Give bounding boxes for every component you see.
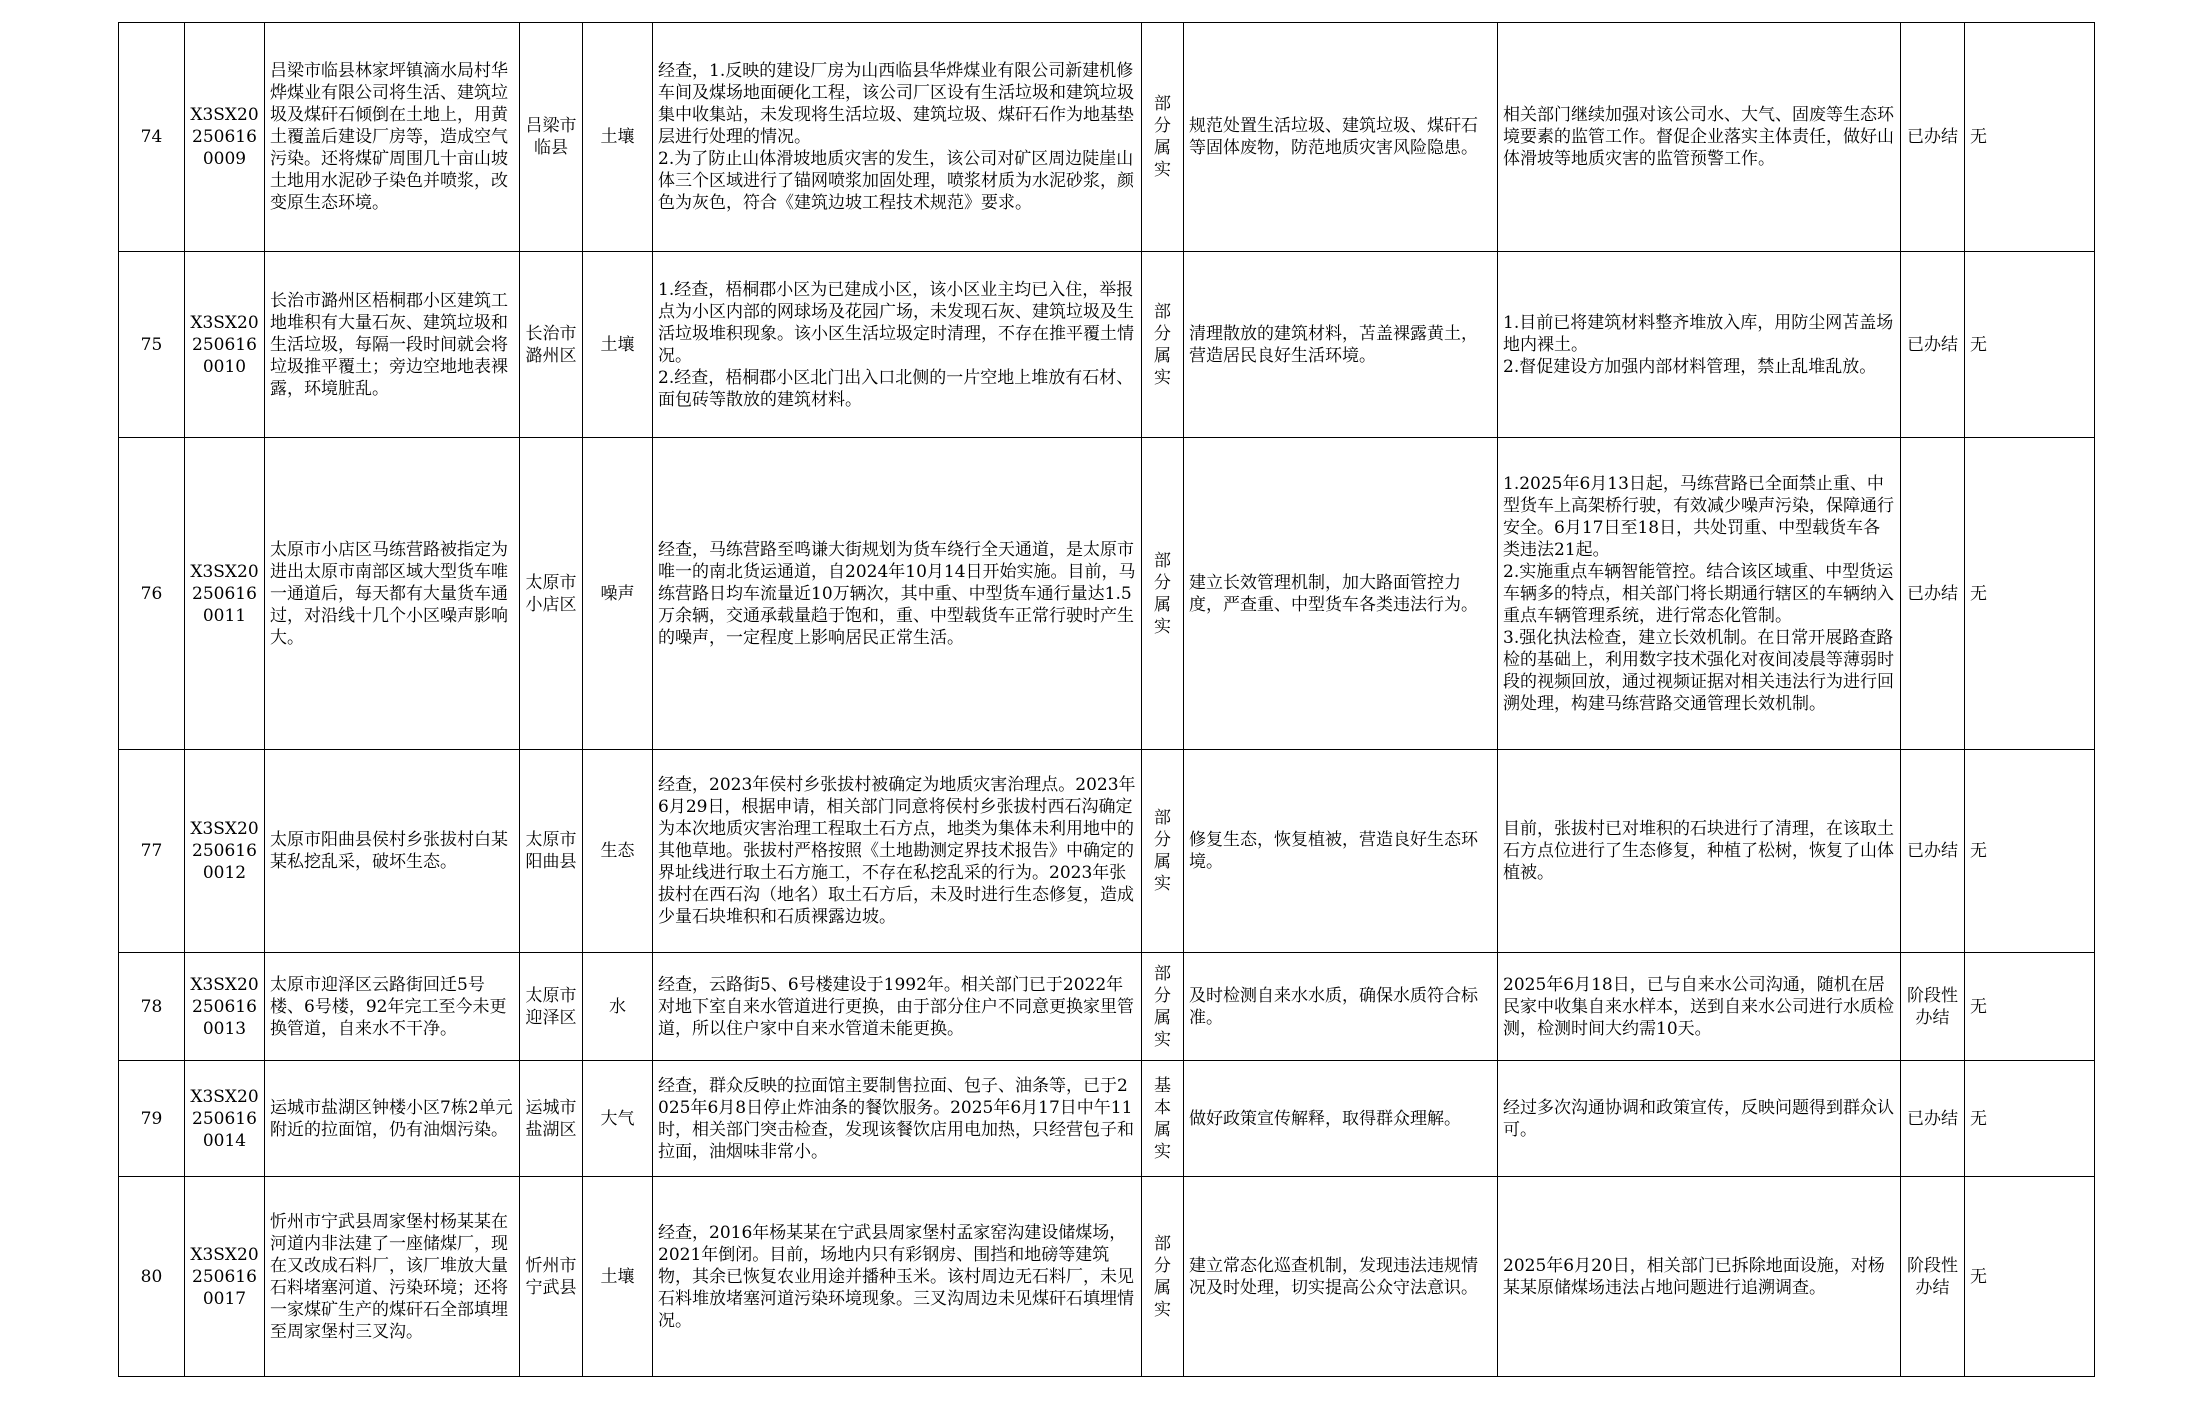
row-code: X3SX202506160012 bbox=[185, 750, 265, 953]
row-note: 无 bbox=[1965, 23, 2095, 252]
row-results: 2025年6月20日，相关部门已拆除地面设施，对杨某某原储煤场违法占地问题进行追溯调查。 bbox=[1498, 1177, 1901, 1377]
row-code: X3SX202506160009 bbox=[185, 23, 265, 252]
row-category: 土壤 bbox=[583, 23, 653, 252]
row-seq: 76 bbox=[119, 438, 185, 750]
row-status: 已办结 bbox=[1901, 438, 1965, 750]
row-note: 无 bbox=[1965, 1061, 2095, 1177]
row-measures: 清理散放的建筑材料，苫盖裸露黄土，营造居民良好生活环境。 bbox=[1184, 252, 1498, 438]
row-findings: 1.经查，梧桐郡小区为已建成小区，该小区业主均已入住，举报点为小区内部的网球场及花园广场，未发现石灰、建筑垃圾及生活垃圾堆积现象。该小区生活垃圾定时清理，不存在推平覆土情况。 2.经查，梧桐郡小区北门出入口北侧的一片空地上堆放有石材、面包砖等散放的建筑材料。 bbox=[653, 252, 1142, 438]
row-note: 无 bbox=[1965, 953, 2095, 1061]
row-complaint: 长治市潞州区梧桐郡小区建筑工地堆积有大量石灰、建筑垃圾和生活垃圾，每隔一段时间就会将垃圾推平覆土；旁边空地地表裸露，环境脏乱。 bbox=[265, 252, 520, 438]
row-note: 无 bbox=[1965, 252, 2095, 438]
row-category: 生态 bbox=[583, 750, 653, 953]
row-complaint: 太原市阳曲县侯村乡张拔村白某某私挖乱采，破坏生态。 bbox=[265, 750, 520, 953]
table-row bbox=[119, 953, 2095, 1061]
row-seq: 77 bbox=[119, 750, 185, 953]
row-category: 噪声 bbox=[583, 438, 653, 750]
row-verdict: 部分属实 bbox=[1142, 252, 1184, 438]
row-status: 阶段性办结 bbox=[1901, 1177, 1965, 1377]
row-measures: 及时检测自来水水质，确保水质符合标准。 bbox=[1184, 953, 1498, 1061]
row-verdict: 基本属实 bbox=[1142, 1061, 1184, 1177]
row-seq: 79 bbox=[119, 1061, 185, 1177]
row-status: 阶段性办结 bbox=[1901, 953, 1965, 1061]
row-code: X3SX202506160013 bbox=[185, 953, 265, 1061]
row-note: 无 bbox=[1965, 750, 2095, 953]
row-complaint: 运城市盐湖区钟楼小区7栋2单元附近的拉面馆，仍有油烟污染。 bbox=[265, 1061, 520, 1177]
row-complaint: 太原市迎泽区云路街回迁5号楼、6号楼，92年完工至今未更换管道，自来水不干净。 bbox=[265, 953, 520, 1061]
row-code: X3SX202506160017 bbox=[185, 1177, 265, 1377]
table-body bbox=[119, 23, 2095, 1377]
row-code: X3SX202506160010 bbox=[185, 252, 265, 438]
table-row bbox=[119, 750, 2095, 953]
row-status: 已办结 bbox=[1901, 23, 1965, 252]
table-row bbox=[119, 1177, 2095, 1377]
row-findings: 经查，1.反映的建设厂房为山西临县华烨煤业有限公司新建机修车间及煤场地面硬化工程，该公司厂区设有生活垃圾和建筑垃圾集中收集站，未发现将生活垃圾、建筑垃圾、煤矸石作为地基垫层进行处理的情况。 2.为了防止山体滑坡地质灾害的发生，该公司对矿区周边陡崖山体三个区域进行了锚网喷浆加固处理，喷浆材质为水泥砂浆，颜色为灰色，符合《建筑边坡工程技术规范》要求。 bbox=[653, 23, 1142, 252]
row-region: 太原市阳曲县 bbox=[520, 750, 583, 953]
row-seq: 80 bbox=[119, 1177, 185, 1377]
table-row bbox=[119, 252, 2095, 438]
row-findings: 经查，群众反映的拉面馆主要制售拉面、包子、油条等，已于2025年6月8日停止炸油条的餐饮服务。2025年6月17日中午11时，相关部门突击检查，发现该餐饮店用电加热，只经营包子和拉面，油烟味非常小。 bbox=[653, 1061, 1142, 1177]
row-seq: 75 bbox=[119, 252, 185, 438]
row-region: 太原市小店区 bbox=[520, 438, 583, 750]
row-verdict: 部分属实 bbox=[1142, 1177, 1184, 1377]
row-region: 太原市迎泽区 bbox=[520, 953, 583, 1061]
row-code: X3SX202506160011 bbox=[185, 438, 265, 750]
row-verdict: 部分属实 bbox=[1142, 438, 1184, 750]
row-region: 吕梁市临县 bbox=[520, 23, 583, 252]
row-note: 无 bbox=[1965, 438, 2095, 750]
row-results: 2025年6月18日，已与自来水公司沟通，随机在居民家中收集自来水样本，送到自来水公司进行水质检测，检测时间大约需10天。 bbox=[1498, 953, 1901, 1061]
table-row bbox=[119, 1061, 2095, 1177]
row-status: 已办结 bbox=[1901, 750, 1965, 953]
table-row bbox=[119, 23, 2095, 252]
row-measures: 修复生态，恢复植被，营造良好生态环境。 bbox=[1184, 750, 1498, 953]
row-results: 1.目前已将建筑材料整齐堆放入库，用防尘网苫盖场地内裸土。 2.督促建设方加强内部材料管理，禁止乱堆乱放。 bbox=[1498, 252, 1901, 438]
row-measures: 建立长效管理机制，加大路面管控力度，严查重、中型货车各类违法行为。 bbox=[1184, 438, 1498, 750]
complaint-table-grid bbox=[118, 22, 2095, 1377]
row-region: 忻州市宁武县 bbox=[520, 1177, 583, 1377]
row-findings: 经查，2016年杨某某在宁武县周家堡村孟家窑沟建设储煤场，2021年倒闭。目前，场地内只有彩钢房、围挡和地磅等建筑物，其余已恢复农业用途并播种玉米。该村周边无石料厂，未见石料堆放堵塞河道污染环境现象。三叉沟周边未见煤矸石填埋情况。 bbox=[653, 1177, 1142, 1377]
row-verdict: 部分属实 bbox=[1142, 750, 1184, 953]
row-results: 经过多次沟通协调和政策宣传，反映问题得到群众认可。 bbox=[1498, 1061, 1901, 1177]
row-verdict: 部分属实 bbox=[1142, 23, 1184, 252]
row-status: 已办结 bbox=[1901, 1061, 1965, 1177]
row-measures: 做好政策宣传解释，取得群众理解。 bbox=[1184, 1061, 1498, 1177]
row-complaint: 太原市小店区马练营路被指定为进出太原市南部区域大型货车唯一通道后，每天都有大量货车通过，对沿线十几个小区噪声影响大。 bbox=[265, 438, 520, 750]
row-status: 已办结 bbox=[1901, 252, 1965, 438]
row-findings: 经查，云路街5、6号楼建设于1992年。相关部门已于2022年对地下室自来水管道进行更换，由于部分住户不同意更换家里管道，所以住户家中自来水管道未能更换。 bbox=[653, 953, 1142, 1061]
complaint-table bbox=[118, 22, 2094, 1377]
row-code: X3SX202506160014 bbox=[185, 1061, 265, 1177]
row-measures: 建立常态化巡查机制，发现违法违规情况及时处理，切实提高公众守法意识。 bbox=[1184, 1177, 1498, 1377]
row-results: 相关部门继续加强对该公司水、大气、固废等生态环境要素的监管工作。督促企业落实主体责任，做好山体滑坡等地质灾害的监管预警工作。 bbox=[1498, 23, 1901, 252]
row-findings: 经查，2023年侯村乡张拔村被确定为地质灾害治理点。2023年6月29日，根据申请，相关部门同意将侯村乡张拔村西石沟确定为本次地质灾害治理工程取土石方点，地类为集体未利用地中的其他草地。张拔村严格按照《土地勘测定界技术报告》中确定的界址线进行取土石方施工，不存在私挖乱采的行为。2023年张拔村在西石沟（地名）取土石方后，未及时进行生态修复，造成少量石块堆积和石质裸露边坡。 bbox=[653, 750, 1142, 953]
row-region: 运城市盐湖区 bbox=[520, 1061, 583, 1177]
row-category: 土壤 bbox=[583, 1177, 653, 1377]
row-category: 土壤 bbox=[583, 252, 653, 438]
row-note: 无 bbox=[1965, 1177, 2095, 1377]
row-results: 1.2025年6月13日起，马练营路已全面禁止重、中型货车上高架桥行驶，有效减少噪声污染，保障通行安全。6月17日至18日，共处罚重、中型载货车各类违法21起。 2.实施重点车辆智能管控。结合该区域重、中型货运车辆多的特点，相关部门将长期通行辖区的车辆纳入重点车辆管理系统，进行常态化管制。 3.强化执法检查，建立长效机制。在日常开展路查路检的基础上，利用数字技术强化对夜间凌晨等薄弱时段的视频回放，通过视频证据对相关违法行为进行回溯处理，构建马练营路交通管理长效机制。 bbox=[1498, 438, 1901, 750]
row-findings: 经查，马练营路至鸣谦大街规划为货车绕行全天通道，是太原市唯一的南北货运通道，自2024年10月14日开始实施。目前，马练营路日均车流量近10万辆次，其中重、中型货车通行量达1.5万余辆，交通承载量趋于饱和，重、中型载货车正常行驶时产生的噪声，一定程度上影响居民正常生活。 bbox=[653, 438, 1142, 750]
row-category: 水 bbox=[583, 953, 653, 1061]
row-complaint: 吕梁市临县林家坪镇滴水局村华烨煤业有限公司将生活、建筑垃圾及煤矸石倾倒在土地上，用黄土覆盖后建设厂房等，造成空气污染。还将煤矿周围几十亩山坡土地用水泥砂子染色并喷浆，改变原生态环境。 bbox=[265, 23, 520, 252]
table-row bbox=[119, 438, 2095, 750]
row-results: 目前，张拔村已对堆积的石块进行了清理，在该取土石方点位进行了生态修复，种植了松树，恢复了山体植被。 bbox=[1498, 750, 1901, 953]
row-category: 大气 bbox=[583, 1061, 653, 1177]
row-complaint: 忻州市宁武县周家堡村杨某某在河道内非法建了一座储煤厂，现在又改成石料厂，该厂堆放大量石料堵塞河道、污染环境；还将一家煤矿生产的煤矸石全部填埋至周家堡村三叉沟。 bbox=[265, 1177, 520, 1377]
row-verdict: 部分属实 bbox=[1142, 953, 1184, 1061]
row-measures: 规范处置生活垃圾、建筑垃圾、煤矸石等固体废物，防范地质灾害风险隐患。 bbox=[1184, 23, 1498, 252]
row-seq: 78 bbox=[119, 953, 185, 1061]
row-region: 长治市潞州区 bbox=[520, 252, 583, 438]
row-seq: 74 bbox=[119, 23, 185, 252]
